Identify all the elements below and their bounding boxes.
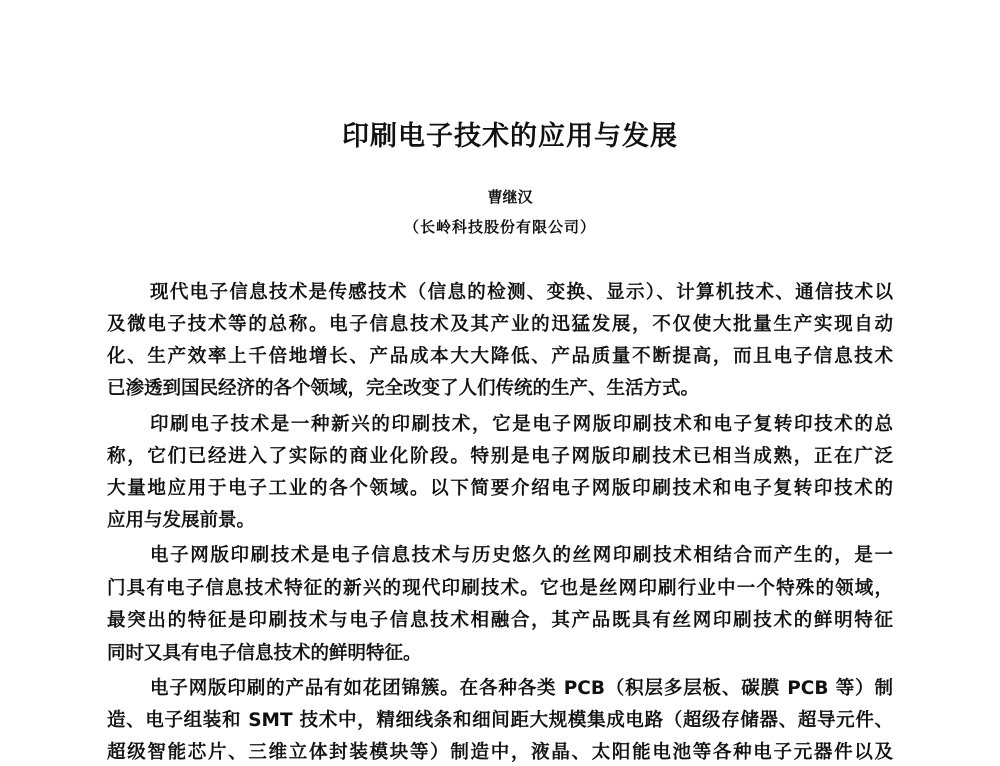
document-title: 印刷电子技术的应用与发展 [342,121,678,152]
text-line: 同时又具有电子信息技术的鲜明特征。 [107,643,422,664]
text-line: 电子网版印刷技术是电子信息技术与历史悠久的丝网印刷技术相结合而产生的，是一 [150,545,893,566]
text-line: 印刷电子技术是一种新兴的印刷技术，它是电子网版印刷技术和电子复转印技术的总 [150,414,893,435]
text-line: 电子网版印刷的产品有如花团锦簇。在各种各类 PCB（积层多层板、碳膜 PCB 等）制 [150,678,893,699]
author: 曹继汉 [487,188,533,206]
text-line: 化、生产效率上千倍地增长、产品成本大大降低、产品质量不断提高，而且电子信息技术 [107,346,893,367]
text-line: 现代电子信息技术是传感技术（信息的检测、变换、显示）、计算机技术、通信技术以 [150,282,893,303]
text-line: 门具有电子信息技术特征的新兴的现代印刷技术。它也是丝网印刷行业中一个特殊的领域， [107,578,893,599]
text-line: 造、电子组装和 SMT 技术中，精细线条和细间距大规模集成电路（超级存储器、超导元件、 [107,710,893,731]
text-line: 应用与发展前景。 [107,510,256,531]
text-line: 及微电子技术等的总称。电子信息技术及其产业的迅猛发展，不仅使大批量生产实现自动 [107,314,893,335]
affiliation: （长岭科技股份有限公司） [403,218,596,236]
text-line: 最突出的特征是印刷技术与电子信息技术相融合，其产品既具有丝网印刷技术的鲜明特征 [107,610,893,631]
text-line: 超级智能芯片、三维立体封装模块等）制造中，液晶、太阳能电池等各种电子元器件以及 [107,742,893,763]
text-line: 大量地应用于电子工业的各个领域。以下简要介绍电子网版印刷技术和电子复转印技术的 [107,478,893,499]
text-line: 已渗透到国民经济的各个领域，完全改变了人们传统的生产、生活方式。 [107,378,700,399]
text-line: 称，它们已经进入了实际的商业化阶段。特别是电子网版印刷技术已相当成熟，正在广泛 [107,446,893,467]
